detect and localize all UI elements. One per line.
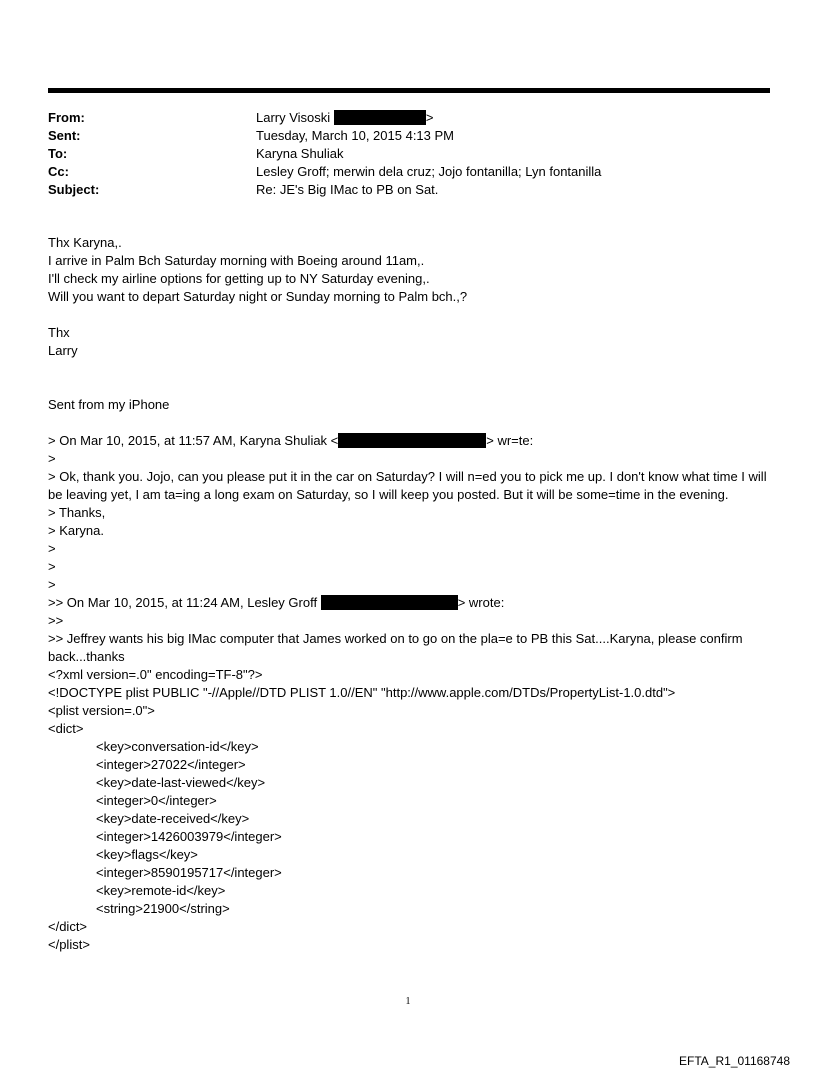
quote-line: >: [48, 577, 56, 592]
quote-line: >: [48, 451, 56, 466]
spacer: [48, 360, 770, 378]
from-name: Larry Visoski: [256, 110, 331, 125]
quote-line: > Karyna.: [48, 523, 105, 538]
plist-line: </plist>: [48, 937, 90, 952]
quote-line: >: [48, 541, 56, 556]
spacer: [48, 414, 770, 432]
redaction-box: [338, 433, 486, 448]
quote-line: >>: [48, 613, 64, 628]
redaction-box: [334, 110, 426, 125]
plist-line: <integer>8590195717</integer>: [96, 865, 282, 880]
email-body: [48, 234, 770, 954]
quote-intro: [48, 594, 770, 612]
from-value: [256, 109, 770, 127]
plist-line: <integer>0</integer>: [96, 793, 217, 808]
quote-line: > Thanks,: [48, 505, 106, 520]
cc-value: Lesley Groff; merwin dela cruz; Jojo fontanilla; Lyn fontanilla: [256, 164, 602, 179]
bates-number: EFTA_R1_01168748: [679, 1054, 790, 1068]
plist-line: <key>flags</key>: [96, 847, 198, 862]
plist-line: <key>date-last-viewed</key>: [96, 775, 266, 790]
sent-row: [48, 127, 770, 145]
page-number: 1: [405, 996, 411, 1007]
to-row: [48, 145, 770, 163]
to-value: Karyna Shuliak: [256, 146, 344, 161]
cc-row: [48, 163, 770, 181]
spacer: [48, 306, 770, 324]
header-rule: [48, 88, 770, 93]
plist-line: <key>conversation-id</key>: [96, 739, 259, 754]
body-line: Thx Karyna,.: [48, 235, 122, 250]
cc-label: Cc:: [48, 164, 69, 179]
from-label: From:: [48, 110, 85, 125]
subject-value: Re: JE's Big IMac to PB on Sat.: [256, 182, 439, 197]
from-row: [48, 109, 770, 127]
quote-intro-tail: > wrote:: [457, 595, 505, 610]
body-line: I arrive in Palm Bch Saturday morning with Boeing around 11am,.: [48, 253, 425, 268]
spacer: [48, 378, 770, 396]
plist-line: <key>date-received</key>: [96, 811, 250, 826]
redaction-box: [321, 595, 458, 610]
plist-line: <integer>1426003979</integer>: [96, 829, 282, 844]
plist-line: <dict>: [48, 721, 84, 736]
from-tail: >: [425, 110, 434, 125]
quote-intro-text: > On Mar 10, 2015, at 11:57 AM, Karyna Shuliak <: [48, 433, 339, 448]
quote-line: >> Jeffrey wants his big IMac computer that James worked on to go on the pla=e to PB this Sat....Karyna, please confirm back...thanks: [48, 631, 747, 664]
plist-line: <plist version=.0">: [48, 703, 155, 718]
subject-label: Subject:: [48, 182, 100, 197]
body-line: I'll check my airline options for getting up to NY Saturday evening,.: [48, 271, 430, 286]
quote-intro-tail: > wr=te:: [486, 433, 534, 448]
plist-line: <!DOCTYPE plist PUBLIC "-//Apple//DTD PLIST 1.0//EN" "http://www.apple.com/DTDs/PropertyList-1.0.dtd">: [48, 685, 676, 700]
quote-intro: [48, 432, 770, 450]
subject-row: [48, 181, 770, 199]
to-label: To:: [48, 146, 68, 161]
email-header: [48, 109, 770, 199]
plist-line: <string>21900</string>: [96, 901, 230, 916]
body-line: Thx: [48, 325, 70, 340]
quote-line: > Ok, thank you. Jojo, can you please put it in the car on Saturday? I will n=ed you to pick me up. I don't know what time I will be leaving yet, I am ta=ing a long exam on Saturday, so I will keep you posted. But it will be some=time in the evening.: [48, 469, 771, 502]
signature: Larry: [48, 343, 78, 358]
quote-intro-text: >> On Mar 10, 2015, at 11:24 AM, Lesley Groff: [48, 595, 318, 610]
sent-value: Tuesday, March 10, 2015 4:13 PM: [256, 128, 454, 143]
plist-line: <integer>27022</integer>: [96, 757, 246, 772]
plist-line: </dict>: [48, 919, 88, 934]
sent-label: Sent:: [48, 128, 81, 143]
body-line: Will you want to depart Saturday night or Sunday morning to Palm bch.,?: [48, 289, 468, 304]
plist-line: <key>remote-id</key>: [96, 883, 226, 898]
plist-line: <?xml version=.0" encoding=TF-8"?>: [48, 667, 263, 682]
quote-line: >: [48, 559, 56, 574]
sent-from-line: Sent from my iPhone: [48, 397, 170, 412]
